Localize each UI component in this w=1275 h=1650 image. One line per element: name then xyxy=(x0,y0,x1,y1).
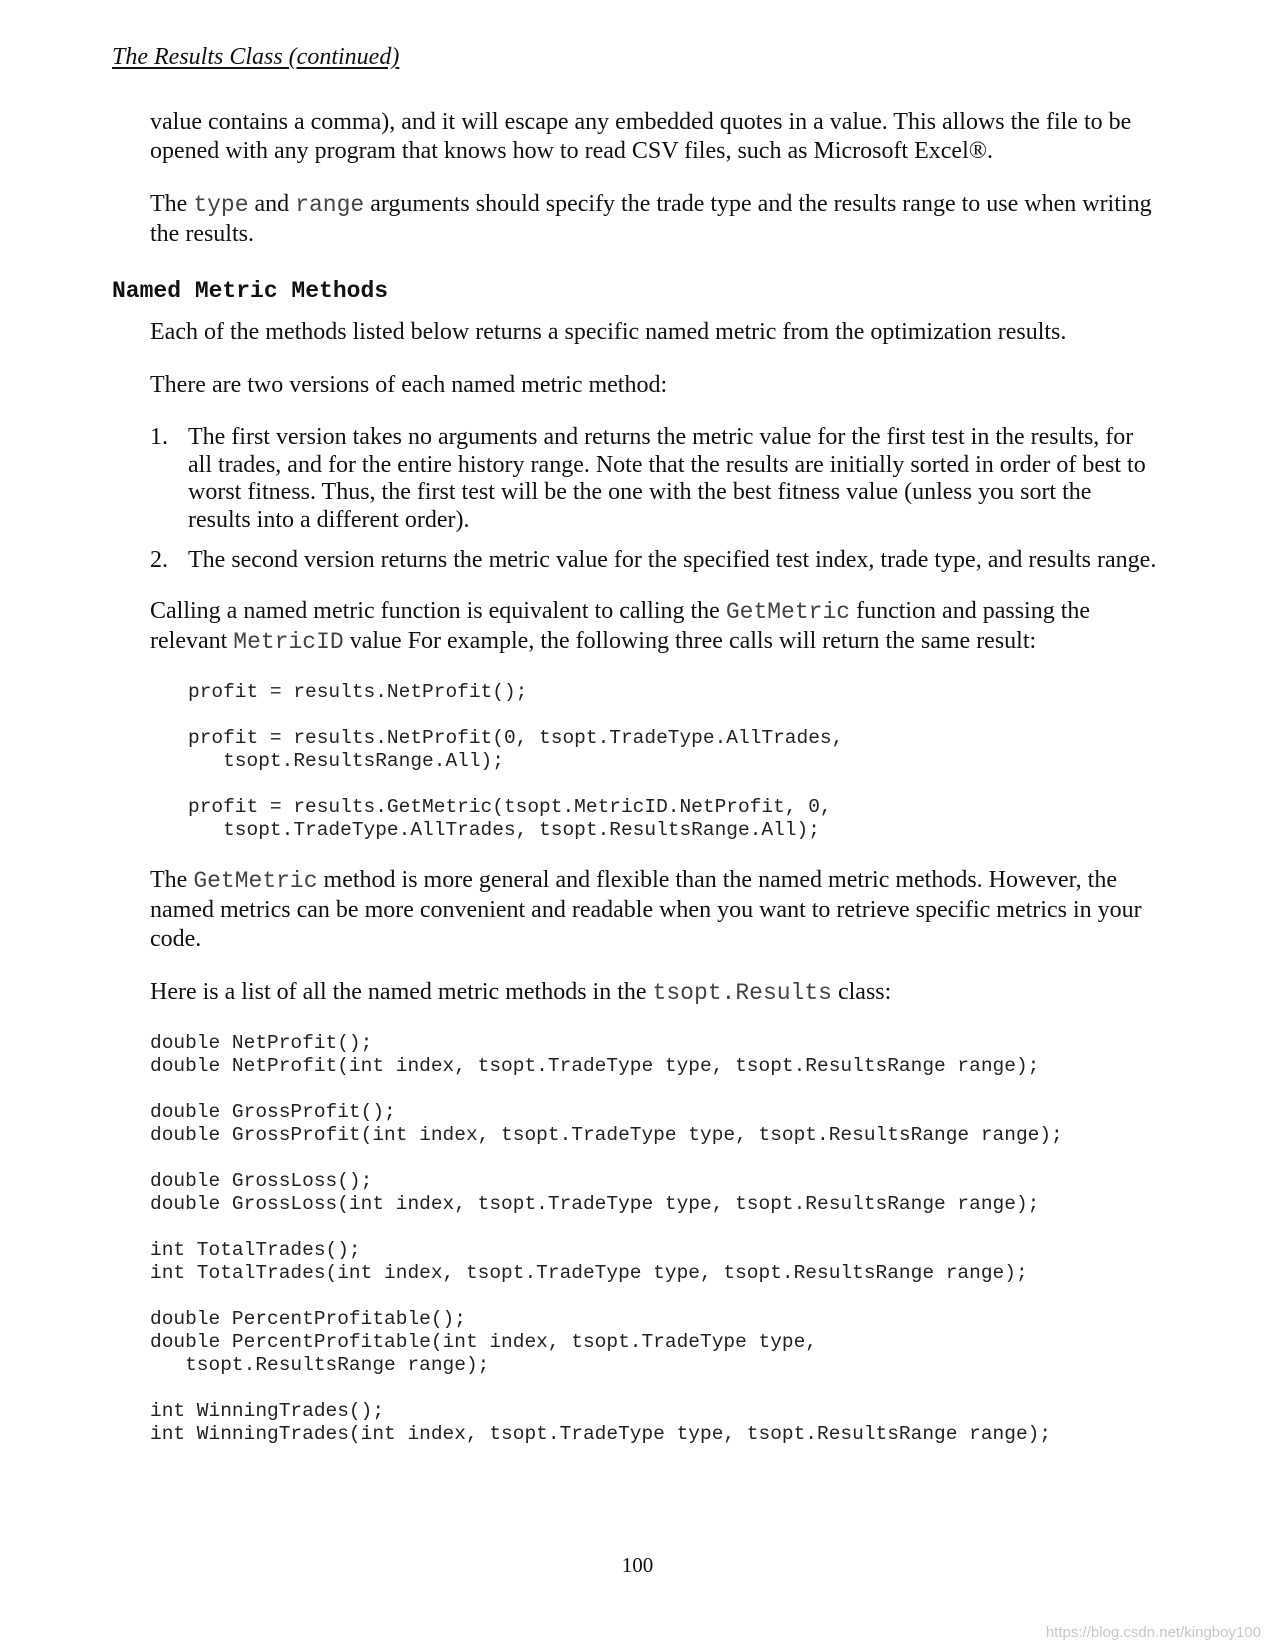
method-signature-group: double GrossProfit(); double GrossProfit(int index, tsopt.TradeType type, tsopt.ResultsRange range); xyxy=(150,1100,1063,1146)
code-example: profit = results.NetProfit(); xyxy=(188,680,528,703)
p5-after: class: xyxy=(831,978,892,1005)
list-item-number: 2. xyxy=(150,547,168,573)
p5-before: Here is a list of all the named metric methods in the xyxy=(150,978,653,1005)
section-paragraph-5 xyxy=(150,978,1160,1008)
intro-paragraph-2 xyxy=(150,190,1160,249)
section-paragraph-2: There are two versions of each named metric method: xyxy=(150,372,668,398)
p3-before: Calling a named metric function is equivalent to calling the xyxy=(150,597,726,624)
metricid-code: MetricID xyxy=(233,628,344,655)
running-header: The Results Class (continued) xyxy=(112,44,400,70)
range-arg-code: range xyxy=(295,192,365,218)
code-examples xyxy=(188,681,1160,842)
p4-after: method is more general and flexible than the named metric methods. However, the named metrics can be more convenient and readable when you want to retrieve specific metrics in your code. xyxy=(150,866,1142,952)
method-signature-group: double PercentProfitable(); double PercentProfitable(int index, tsopt.TradeType type, tsopt.ResultsRange range); xyxy=(150,1307,818,1376)
list-item xyxy=(150,547,1160,575)
p4-before: The xyxy=(150,866,194,893)
method-signature-group: double GrossLoss(); double GrossLoss(int index, tsopt.TradeType type, tsopt.ResultsRange range); xyxy=(150,1169,1040,1215)
section-paragraph-4 xyxy=(150,866,1160,954)
p3-after: value For example, the following three calls will return the same result: xyxy=(343,627,1037,654)
intro-p2-after: arguments should specify the trade type and the results range to use when writing the results. xyxy=(150,191,1152,247)
method-signature-group: int TotalTrades(); int TotalTrades(int index, tsopt.TradeType type, tsopt.ResultsRange range); xyxy=(150,1238,1028,1284)
page-content xyxy=(150,108,1160,273)
method-signature-group: double NetProfit(); double NetProfit(int index, tsopt.TradeType type, tsopt.ResultsRange range); xyxy=(150,1031,1040,1077)
list-item-text: The first version takes no arguments and returns the metric value for the first test in the results, for all trades, and for the entire history range. Note that the results are initially sorted in order of best to worst fitness. Thus, the first test will be the one with the best fitness value (unless you sort the results into a different order). xyxy=(188,424,1146,533)
list-item-text: The second version returns the metric value for the specified test index, trade type, and results range. xyxy=(188,547,1157,573)
getmetric-code: GetMetric xyxy=(725,598,851,625)
results-class-code: tsopt.Results xyxy=(652,979,832,1006)
page-number: 100 xyxy=(621,1553,654,1577)
watermark: https://blog.csdn.net/kingboy100 xyxy=(1045,1624,1261,1641)
code-example: profit = results.NetProfit(0, tsopt.TradeType.AllTrades, tsopt.ResultsRange.All); xyxy=(188,726,844,772)
section-heading: Named Metric Methods xyxy=(112,278,389,304)
list-item-number: 1. xyxy=(150,424,168,450)
intro-paragraph-1: value contains a comma), and it will escape any embedded quotes in a value. This allows the file to be opened with any program that knows how to read CSV files, such as Microsoft Excel®. xyxy=(150,109,1132,164)
code-example: profit = results.GetMetric(tsopt.MetricID.NetProfit, 0, tsopt.TradeType.AllTrades, tsopt.ResultsRange.All); xyxy=(188,795,832,841)
method-signature-group: int WinningTrades(); int WinningTrades(int index, tsopt.TradeType type, tsopt.ResultsRange range); xyxy=(150,1399,1052,1445)
getmetric-code: GetMetric xyxy=(193,867,318,894)
intro-p2-before: The xyxy=(150,191,194,217)
versions-list xyxy=(150,424,1160,575)
section-content xyxy=(150,318,1160,1446)
list-item xyxy=(150,424,1160,534)
type-arg-code: type xyxy=(193,192,249,218)
method-list xyxy=(150,1032,1160,1446)
p3-mid: function and passing the relevant xyxy=(150,597,1091,654)
intro-p2-mid: and xyxy=(248,191,296,217)
section-paragraph-1: Each of the methods listed below returns a specific named metric from the optimization results. xyxy=(150,319,1067,345)
section-paragraph-3 xyxy=(150,597,1160,657)
